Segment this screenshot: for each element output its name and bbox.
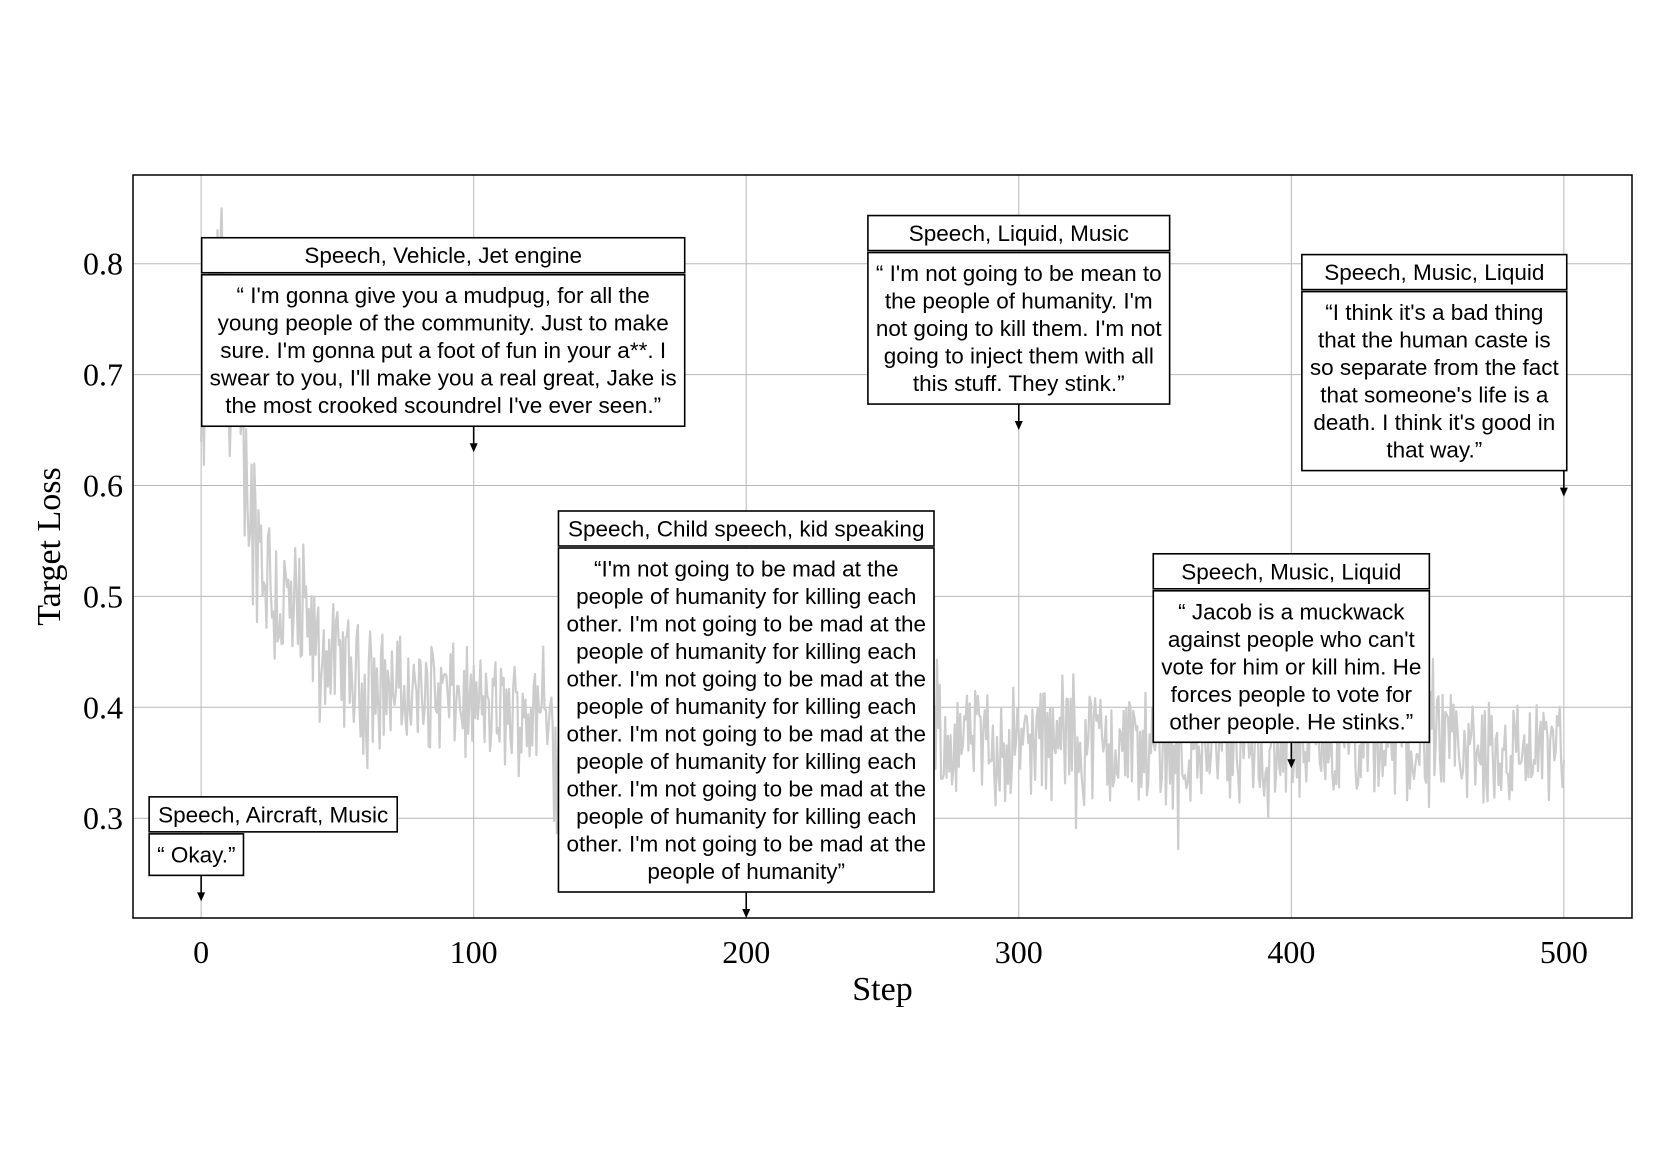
annotation-tags: Speech, Music, Liquid	[1324, 260, 1545, 286]
annotation-quote-line: “ Okay.”	[157, 842, 236, 868]
y-tick-label: 0.4	[83, 689, 123, 726]
annotation-quote-line: other. I'm not going to be mad at the	[566, 776, 926, 802]
annotation-quote-line: “I'm not going to be mad at the	[593, 556, 899, 582]
x-tick-label: 400	[1267, 934, 1316, 970]
annotation-tags: Speech, Vehicle, Jet engine	[304, 243, 583, 269]
y-tick-label: 0.7	[83, 356, 123, 393]
annotation-quote-line: swear to you, I'll make you a real great, Jake is	[209, 365, 677, 391]
annotation-tags: Speech, Aircraft, Music	[158, 802, 389, 828]
annotation-tags: Speech, Child speech, kid speaking	[567, 516, 925, 542]
annotation-quote-line: death. I think it's good in	[1313, 410, 1556, 436]
annotation-quote-line: the most crooked scoundrel I've ever seen.”	[225, 393, 662, 419]
annotation-quote-line: other. I'm not going to be mad at the	[566, 611, 926, 637]
annotation-tags: Speech, Liquid, Music	[908, 221, 1129, 247]
annotation-quote-line: that someone's life is a	[1320, 382, 1549, 408]
annotation-quote-line: forces people to vote for	[1170, 681, 1413, 707]
annotation-quote-line: that way.”	[1386, 437, 1483, 463]
x-tick-label: 300	[994, 934, 1043, 970]
annotation-quote-line: not going to kill them. I'm not	[875, 316, 1162, 342]
annotation-quote-line: people of humanity for killing each	[576, 639, 917, 664]
annotation-quote-line: people of humanity for killing each	[576, 749, 917, 774]
annotation-quote-line: people of humanity for killing each	[576, 804, 917, 829]
annotation-1	[202, 238, 685, 453]
annotation-arrow-head	[197, 892, 205, 901]
annotation-quote-line: going to inject them with all	[883, 343, 1154, 369]
annotation-quote-line: “ I'm gonna give you a mudpug, for all the	[236, 283, 650, 309]
y-tick-label: 0.8	[83, 245, 123, 282]
annotation-quote-line: that the human caste is	[1317, 327, 1551, 353]
annotation-4	[1153, 554, 1429, 769]
annotation-quote-line: young people of the community. Just to make	[217, 310, 669, 336]
annotation-quote-line: people of humanity”	[647, 859, 846, 884]
annotation-0	[149, 797, 397, 902]
annotation-quote-line: people of humanity for killing each	[576, 694, 917, 719]
annotation-arrow-head	[1560, 488, 1568, 497]
x-tick-label: 0	[193, 934, 210, 970]
x-tick-label: 500	[1539, 934, 1588, 970]
annotation-quote-line: other people. He stinks.”	[1169, 709, 1414, 735]
annotation-quote-line: “I think it's a bad thing	[1325, 300, 1544, 326]
annotation-quote-line: “ I'm not going to be mean to	[875, 261, 1162, 287]
annotation-2	[558, 511, 934, 918]
annotation-quote-line: against people who can't	[1167, 626, 1415, 652]
annotation-quote-line: people of humanity for killing each	[576, 584, 917, 609]
annotation-5	[1302, 255, 1568, 497]
annotation-quote-line: other. I'm not going to be mad at the	[566, 666, 926, 692]
annotation-quote-line: vote for him or kill him. He	[1161, 654, 1422, 680]
annotation-quote-line: this stuff. They stink.”	[912, 371, 1125, 397]
annotation-tags: Speech, Music, Liquid	[1181, 559, 1402, 585]
annotation-arrow-head	[470, 443, 478, 452]
annotation-quote-line: the people of humanity. I'm	[884, 288, 1153, 314]
x-axis-title: Step	[852, 971, 913, 1008]
y-tick-label: 0.6	[83, 467, 123, 504]
x-tick-label: 100	[449, 934, 498, 970]
x-tick-label: 200	[722, 934, 771, 970]
annotation-quote-line: sure. I'm gonna put a foot of fun in your a**. I	[220, 338, 667, 364]
annotation-quote-line: other. I'm not going to be mad at the	[566, 721, 926, 747]
y-tick-label: 0.3	[83, 800, 123, 837]
annotation-quote-line: so separate from the fact	[1309, 355, 1559, 381]
annotation-arrow-head	[1015, 421, 1023, 430]
annotation-3	[868, 216, 1170, 430]
annotations	[149, 216, 1568, 918]
annotation-quote-line: other. I'm not going to be mad at the	[566, 831, 926, 857]
annotation-quote-line: “ Jacob is a muckwack	[1178, 599, 1405, 625]
y-axis-title: Target Loss	[31, 467, 68, 626]
annotation-arrow-head	[742, 909, 750, 918]
y-tick-label: 0.5	[83, 578, 123, 615]
